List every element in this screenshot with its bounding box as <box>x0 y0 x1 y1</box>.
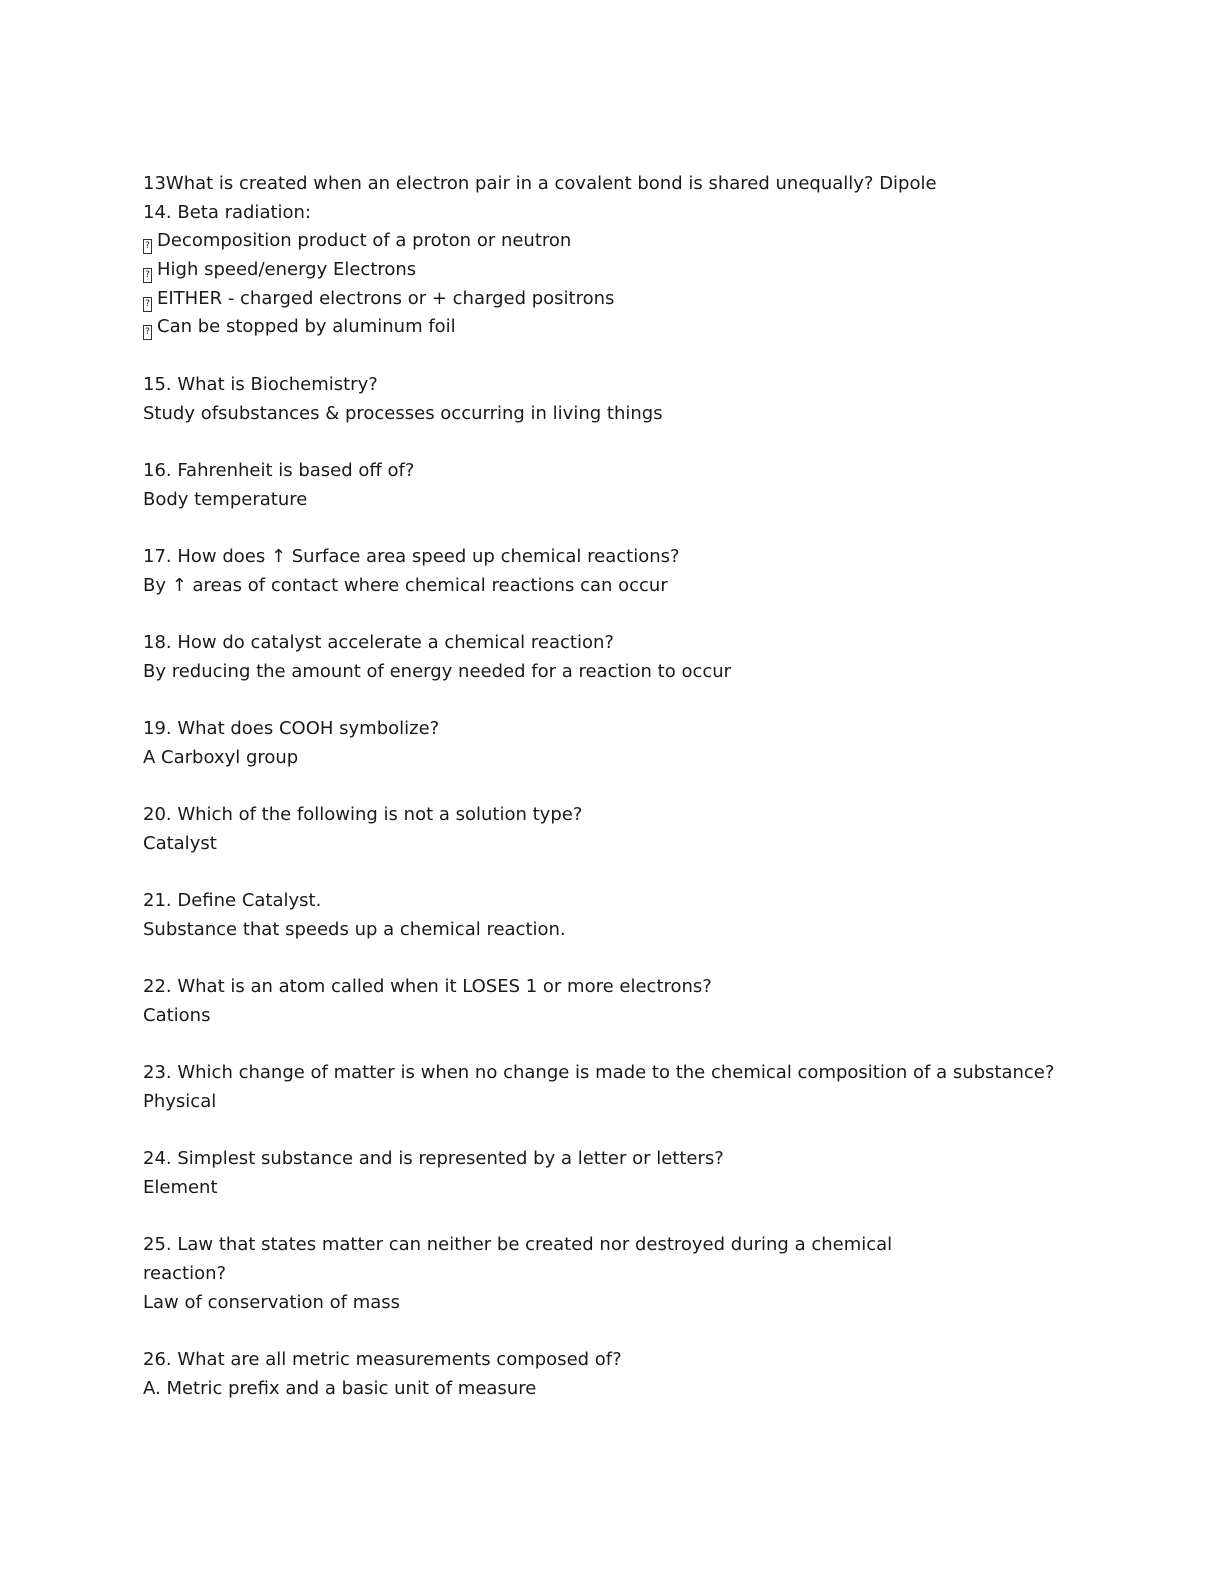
question-15-text: 15. What is Biochemistry? <box>143 373 378 395</box>
question-13-text: 13What is created when an electron pair in a covalent bond is shared unequally? Dipole <box>143 173 937 194</box>
question-16-block <box>143 457 1143 514</box>
answer-16-text: Body temperature <box>143 488 308 510</box>
bullet-text: EITHER - charged electrons or + charged positrons <box>157 287 615 309</box>
question-25-block <box>143 1231 1143 1317</box>
answer-25-text: Law of conservation of mass <box>143 1291 401 1313</box>
question-15-block <box>143 371 1143 428</box>
bullet-text: Can be stopped by aluminum foil <box>157 316 456 338</box>
answer-20-text: Catalyst <box>143 832 217 854</box>
bullet-item <box>143 256 1143 285</box>
answer-21-text: Substance that speeds up a chemical reaction. <box>143 918 566 940</box>
question-25-text-line-1: 25. Law that states matter can neither be created nor destroyed during a chemical <box>143 1234 893 1256</box>
answer-26-text: A. Metric prefix and a basic unit of measure <box>143 1377 537 1399</box>
answer-17-text: By ↑ areas of contact where chemical reactions can occur <box>143 574 668 596</box>
question-22-text: 22. What is an atom called when it LOSES 1 or more electrons? <box>143 976 712 998</box>
question-21-text: 21. Define Catalyst. <box>143 890 322 912</box>
missing-glyph-bullet-icon: ? <box>143 239 152 254</box>
question-18-text: 18. How do catalyst accelerate a chemical reaction? <box>143 632 614 653</box>
question-20-text: 20. Which of the following is not a solution type? <box>143 804 583 826</box>
question-23-block <box>143 1059 1143 1116</box>
question-14-text: 14. Beta radiation: <box>143 201 312 223</box>
question-24-block <box>143 1145 1143 1202</box>
question-21-block <box>143 887 1143 944</box>
question-19-text: 19. What does COOH symbolize? <box>143 718 440 740</box>
missing-glyph-bullet-icon: ? <box>143 325 152 340</box>
question-25-text-line-2: reaction? <box>143 1263 227 1285</box>
question-19-block <box>143 715 1143 772</box>
question-26-text: 26. What are all metric measurements composed of? <box>143 1349 622 1371</box>
bullet-text: High speed/energy Electrons <box>157 259 417 281</box>
question-23-text: 23. Which change of matter is when no change is made to the chemical composition of a substance? <box>143 1062 1055 1084</box>
document-body <box>143 170 1143 1404</box>
answer-23-text: Physical <box>143 1091 217 1112</box>
question-14-block <box>143 199 1143 342</box>
bullet-item <box>143 313 1143 342</box>
question-18-block <box>143 629 1143 686</box>
bullet-text: Decomposition product of a proton or neutron <box>157 230 572 252</box>
answer-22-text: Cations <box>143 1004 211 1026</box>
question-24-text: 24. Simplest substance and is represented by a letter or letters? <box>143 1148 724 1170</box>
answer-19-text: A Carboxyl group <box>143 746 299 768</box>
answer-18-text: By reducing the amount of energy needed for a reaction to occur <box>143 660 732 682</box>
answer-15-text: Study ofsubstances & processes occurring in living things <box>143 402 663 424</box>
question-22-block <box>143 973 1143 1030</box>
question-13-block <box>143 170 1143 199</box>
bullet-item <box>143 227 1143 256</box>
answer-24-text: Element <box>143 1177 218 1199</box>
question-17-block <box>143 543 1143 600</box>
question-16-text: 16. Fahrenheit is based off of? <box>143 459 415 481</box>
question-26-block <box>143 1346 1143 1403</box>
missing-glyph-bullet-icon: ? <box>143 268 152 283</box>
bullet-item <box>143 285 1143 314</box>
question-17-text: 17. How does ↑ Surface area speed up chemical reactions? <box>143 545 680 567</box>
missing-glyph-bullet-icon: ? <box>143 297 152 312</box>
question-20-block <box>143 801 1143 858</box>
